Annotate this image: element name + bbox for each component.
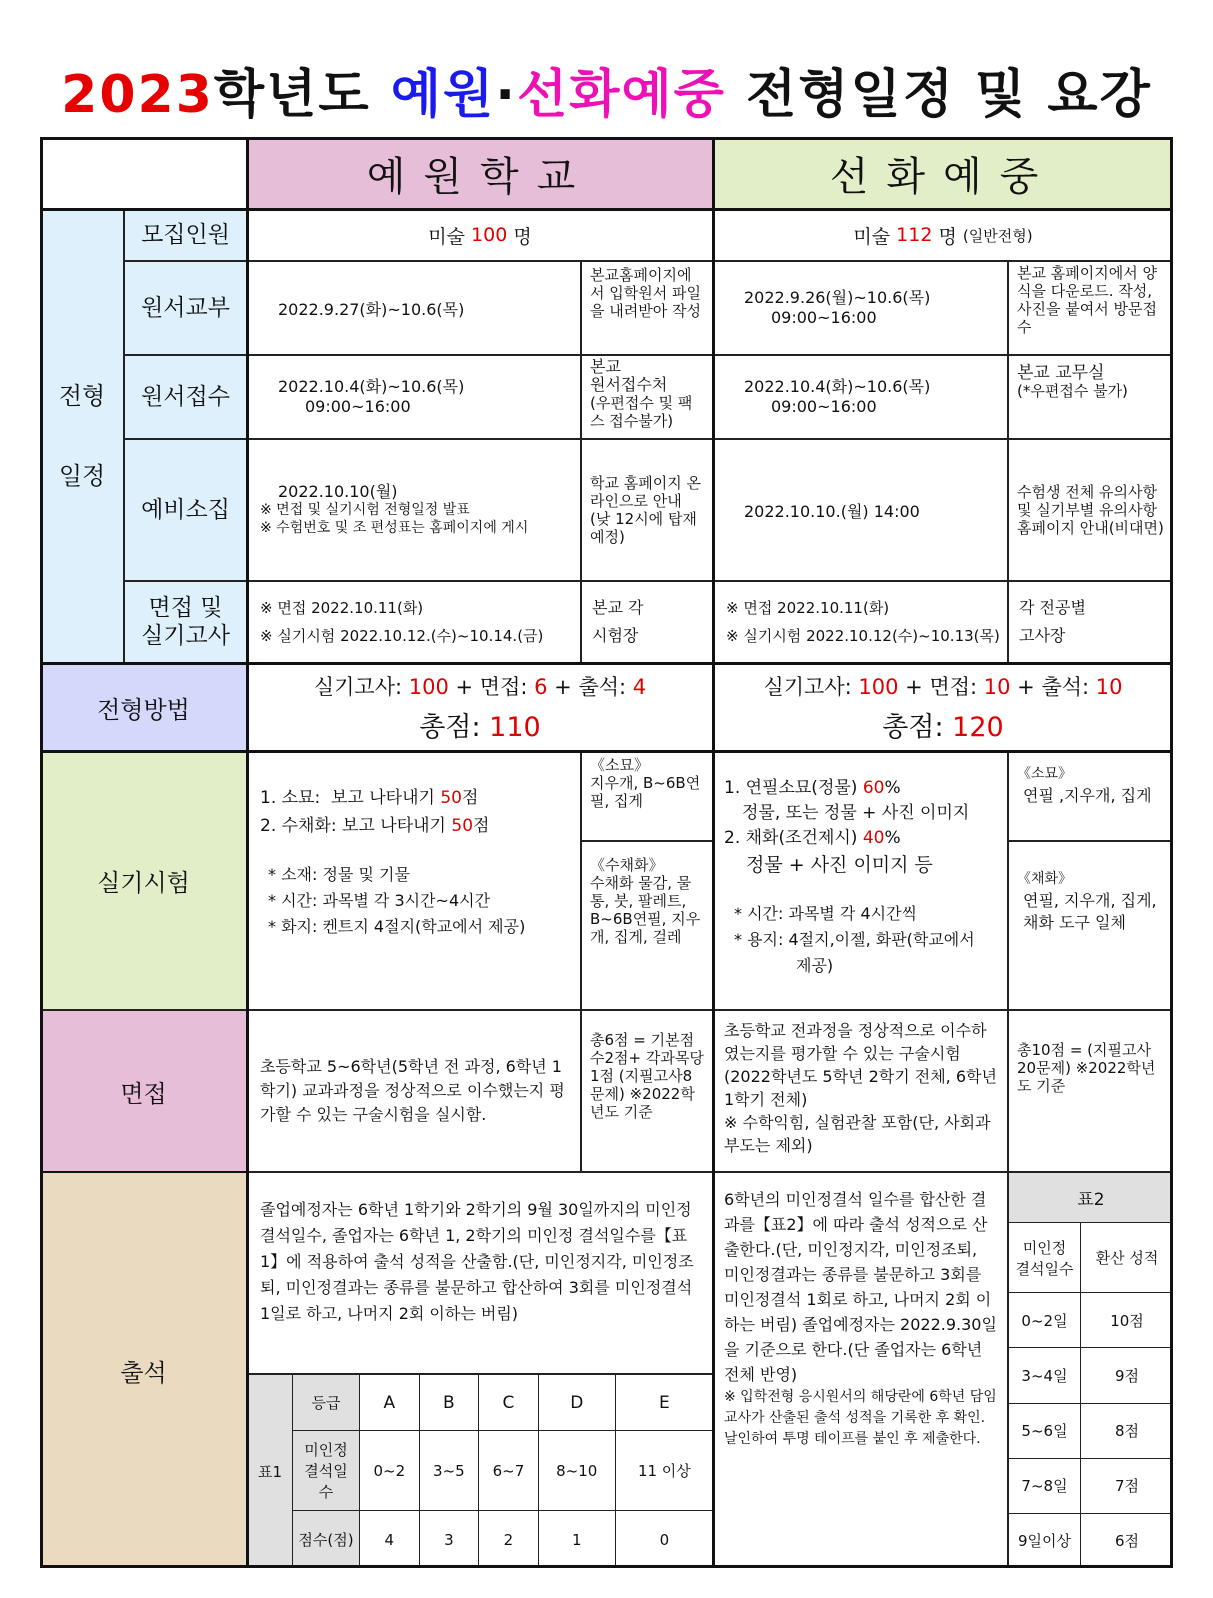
interview-exam-yewon-note1: 본교 각 bbox=[592, 598, 644, 617]
practical-yewon-mat1 bbox=[581, 751, 713, 841]
preliminary-sunhwa-note: 수험생 전체 유의사항 및 실기부별 유의사항 홈페이지 안내(비대면) bbox=[1008, 439, 1173, 581]
schedule-label-1: 전형 bbox=[58, 382, 106, 410]
application-sunhwa-note1: 본교 교무실 bbox=[1017, 363, 1105, 383]
practical-yewon-mat2 bbox=[581, 841, 713, 1010]
application-sunhwa-note2: (*우편접수 불가) bbox=[1017, 382, 1128, 400]
practical-sunhwa-mat1-body: 연필 ,지우개, 집게 bbox=[1023, 786, 1152, 805]
practical-yewon-item2-text: 2. 수채화: 보고 나타내기 bbox=[260, 816, 452, 836]
distribution-label: 원서교부 bbox=[124, 261, 247, 355]
application-yewon-date bbox=[247, 355, 581, 439]
interview-yewon-note: 총6점 = 기본점수2점+ 각과목당 1점 (지필고사8문제) ※2022학년도 기준 bbox=[581, 1010, 713, 1172]
distribution-sunhwa-time: 09:00~16:00 bbox=[771, 308, 877, 327]
method-sunhwa-plus2: + bbox=[1010, 674, 1042, 699]
method-sunhwa-interview: 10 bbox=[983, 674, 1011, 699]
table1-absent-header: 미인정 결석일수 bbox=[293, 1431, 360, 1511]
method-label: 전형방법 bbox=[40, 663, 247, 751]
corner-cell bbox=[40, 137, 247, 209]
method-sunhwa-formula bbox=[763, 671, 1122, 701]
attendance-yewon-text: 졸업예정자는 6학년 1학기와 2학기의 9월 30일까지의 미인정결석일수, 졸업자는 6학년 1, 2학기의 미인정 결석일수를【표1】에 적용하여 출석 성적을 산출함.(단, 미인정지각, 미인정조퇴, 미인정결과는 종류를 불문하고 합산하여 3회를 미인정결석 1일로 하고, 나머지 2회 이하는 버림) bbox=[247, 1172, 713, 1374]
interview-yewon-text: 초등학교 5~6학년(5학년 전 과정, 6학년 1학기) 교과과정을 정상적으로 이수했는지 평가할 수 있는 구술시험을 실시함. bbox=[247, 1010, 581, 1172]
recruit-sunhwa-suffix: 명 bbox=[932, 225, 957, 248]
practical-yewon-item1 bbox=[260, 784, 580, 812]
title-year: 2023 bbox=[61, 65, 214, 125]
table1-score: 4 bbox=[360, 1511, 420, 1569]
practical-yewon-item1-score: 50 bbox=[440, 788, 462, 808]
method-sunhwa-attend: 10 bbox=[1095, 674, 1123, 699]
title-school-year: 학년도 bbox=[213, 65, 391, 125]
method-yewon-total-value: 110 bbox=[489, 711, 541, 743]
interview-label: 면접 bbox=[40, 1010, 247, 1172]
preliminary-yewon-date: 2022.10.10(월) bbox=[278, 482, 398, 501]
interview-exam-yewon-line2: ※ 실기시험 2022.10.12.(수)~10.14.(금) bbox=[260, 627, 544, 645]
table2-days: 5~6일 bbox=[1009, 1403, 1081, 1458]
attendance-sunhwa-note: ※ 입학전형 응시원서의 해당란에 6학년 담임교사가 산출된 출석 성적을 기록한 후 확인.날인하여 투명 테이프를 붙인 후 제출한다. bbox=[724, 1389, 997, 1447]
application-yewon-date1: 2022.10.4(화)~10.6(목) bbox=[278, 377, 465, 396]
recruit-yewon-prefix: 미술 bbox=[428, 225, 472, 248]
interview-exam-yewon-note2: 시험장 bbox=[592, 626, 639, 645]
interview-exam-label1: 면접 및 bbox=[148, 595, 223, 621]
divider-method bbox=[40, 750, 1173, 753]
interview-exam-label2: 실기고사 bbox=[141, 623, 230, 649]
preliminary-yewon-line2: ※ 수험번호 및 조 편성표는 홈페이지에 게시 bbox=[260, 520, 529, 536]
title-sunhwa: 선화예중 bbox=[516, 65, 726, 125]
interview-exam-sunhwa-line2: ※ 실기시험 2022.10.12(수)~10.13(목) bbox=[726, 627, 1000, 645]
practical-yewon-detail1: * 소재: 정물 및 기물 bbox=[268, 865, 410, 884]
recruit-sunhwa-note: (일반전형) bbox=[962, 226, 1033, 245]
practical-yewon-mat2-title: 《수채화》 bbox=[590, 856, 664, 874]
recruit-sunhwa-number: 112 bbox=[896, 224, 933, 246]
practical-yewon-item1-text: 1. 소묘: 보고 나타내기 bbox=[260, 788, 441, 808]
practical-sunhwa-mat2-title: 《채화》 bbox=[1017, 871, 1073, 887]
method-sunhwa-exam-label: 실기고사: bbox=[763, 674, 859, 699]
practical-yewon-mat2-body: 수채화 물감, 물통, 붓, 팔레트, B~6B연필, 지우개, 집게, 걸레 bbox=[590, 874, 701, 946]
practical-sunhwa bbox=[713, 751, 1008, 1010]
interview-sunhwa bbox=[713, 1010, 1008, 1172]
table1-absent: 0~2 bbox=[360, 1431, 420, 1511]
table1-absent: 6~7 bbox=[479, 1431, 539, 1511]
method-sunhwa-exam: 100 bbox=[858, 674, 899, 699]
table2-score: 9점 bbox=[1081, 1348, 1174, 1403]
method-yewon-total-label: 총점: bbox=[419, 711, 490, 743]
practical-sunhwa-item1 bbox=[724, 776, 1007, 801]
application-yewon-time: 09:00~16:00 bbox=[305, 397, 411, 416]
interview-sunhwa-text: 초등학교 전과정을 정상적으로 이수하였는지를 평가할 수 있는 구술시험(2022학년도 5학년 2학기 전체, 6학년 1학기 전체) bbox=[724, 1021, 997, 1109]
practical-sunhwa-mat2 bbox=[1008, 841, 1173, 1010]
table2-days: 7~8일 bbox=[1009, 1458, 1081, 1513]
application-sunhwa-note bbox=[1008, 355, 1173, 439]
schedule-label-2: 일정 bbox=[58, 462, 106, 490]
distribution-sunhwa-date1: 2022.9.26(월)~10.6(목) bbox=[744, 288, 931, 307]
table1-grade: E bbox=[615, 1375, 713, 1431]
distribution-yewon-date: 2022.9.27(화)~10.6(목) bbox=[247, 261, 581, 355]
table2 bbox=[1008, 1172, 1173, 1568]
interview-exam-sunhwa-line1: ※ 면접 2022.10.11(화) bbox=[726, 599, 890, 617]
divider-schedule bbox=[40, 662, 1173, 665]
application-sunhwa-date1: 2022.10.4(화)~10.6(목) bbox=[744, 377, 931, 396]
method-yewon-formula bbox=[314, 671, 646, 701]
method-yewon-total bbox=[419, 705, 540, 744]
preliminary-yewon bbox=[247, 439, 581, 581]
border-top bbox=[40, 137, 1173, 140]
method-sunhwa-attend-label: 출석: bbox=[1041, 674, 1096, 699]
practical-sunhwa-item2-sub: 정물 + 사진 이미지 등 bbox=[746, 854, 933, 876]
divider-interview bbox=[40, 1171, 247, 1173]
interview-sunhwa-text2: ※ 수학익힘, 실험관찰 포함(단, 사회과부도는 제외) bbox=[724, 1113, 991, 1155]
table1 bbox=[247, 1374, 713, 1568]
method-sunhwa-total-label: 총점: bbox=[882, 711, 953, 743]
table2-score: 7점 bbox=[1081, 1458, 1174, 1513]
method-sunhwa-total bbox=[882, 705, 1003, 744]
table1-score: 0 bbox=[615, 1511, 713, 1569]
practical-sunhwa-mat2-body: 연필, 지우개, 집게, 채화 도구 일체 bbox=[1023, 891, 1157, 932]
practical-sunhwa-detail1: * 시간: 과목별 각 4시간씩 bbox=[734, 904, 918, 923]
practical-sunhwa-mat1 bbox=[1008, 751, 1173, 841]
preliminary-sunhwa-date: 2022.10.10.(월) 14:00 bbox=[713, 439, 1008, 581]
table1-absent: 3~5 bbox=[419, 1431, 479, 1511]
practical-sunhwa-item2 bbox=[724, 826, 1007, 851]
border-bottom bbox=[40, 1565, 1173, 1568]
application-yewon-note bbox=[581, 355, 713, 439]
practical-sunhwa-item1-sub: 정물, 또는 정물 + 사진 이미지 bbox=[742, 803, 970, 823]
table1-absent: 8~10 bbox=[538, 1431, 615, 1511]
table2-label: 표2 bbox=[1009, 1173, 1174, 1223]
table2-days: 3~4일 bbox=[1009, 1348, 1081, 1403]
application-sunhwa-time: 09:00~16:00 bbox=[771, 397, 877, 416]
attendance-sunhwa bbox=[713, 1172, 1008, 1568]
method-yewon bbox=[247, 663, 713, 751]
title-dot: · bbox=[495, 65, 517, 125]
preliminary-yewon-line1: ※ 면접 및 실기시험 전형일정 발표 bbox=[260, 502, 470, 518]
interview-exam-yewon-line1: ※ 면접 2022.10.11(화) bbox=[260, 599, 424, 617]
divider-header bbox=[40, 208, 1173, 211]
practical-yewon-item2 bbox=[260, 812, 580, 840]
page-title bbox=[0, 52, 1213, 127]
practical-sunhwa-detail2: * 용지: 4절지,이젤, 화판(학교에서 bbox=[734, 930, 975, 949]
interview-exam-sunhwa-note bbox=[1008, 581, 1173, 663]
recruit-sunhwa-prefix: 미술 bbox=[853, 225, 897, 248]
interview-exam-yewon-note bbox=[581, 581, 713, 663]
border-right bbox=[1170, 137, 1173, 1568]
table1-score: 1 bbox=[538, 1511, 615, 1569]
method-yewon-attend-label: 출석: bbox=[578, 674, 633, 699]
practical-yewon bbox=[247, 751, 581, 1010]
practical-sunhwa-item2-score: 40 bbox=[862, 828, 885, 848]
table1-score: 3 bbox=[419, 1511, 479, 1569]
method-sunhwa-interview-label: 면접: bbox=[929, 674, 984, 699]
table2-days: 0~2일 bbox=[1009, 1293, 1081, 1348]
practical-sunhwa-item1-score: 60 bbox=[862, 778, 885, 798]
practical-label: 실기시험 bbox=[40, 751, 247, 1010]
interview-exam-sunhwa-note2: 고사장 bbox=[1019, 626, 1066, 645]
table1-grade: B bbox=[419, 1375, 479, 1431]
divider-school-col bbox=[712, 137, 715, 1568]
interview-exam-yewon bbox=[247, 581, 581, 663]
recruit-yewon bbox=[247, 209, 713, 261]
table1-score-header: 점수(점) bbox=[293, 1511, 360, 1569]
attendance-label: 출석 bbox=[40, 1172, 247, 1568]
schedule-side-label bbox=[40, 209, 124, 663]
application-label: 원서접수 bbox=[124, 355, 247, 439]
table1-wrapper bbox=[247, 1374, 713, 1568]
practical-sunhwa-item1-unit: % bbox=[884, 778, 901, 798]
method-yewon-interview-label: 면접: bbox=[479, 674, 535, 699]
application-sunhwa-date bbox=[713, 355, 1008, 439]
method-yewon-interview: 6 bbox=[534, 674, 548, 699]
practical-yewon-mat1-body: 지우개, B~6B연필, 집게 bbox=[590, 774, 701, 810]
preliminary-label: 예비소집 bbox=[124, 439, 247, 581]
practical-yewon-item2-unit: 점 bbox=[473, 816, 490, 836]
method-yewon-plus1: + bbox=[448, 674, 480, 699]
admission-table bbox=[40, 137, 1173, 1568]
application-yewon-note3: (우편접수 및 팩스 접수불가) bbox=[590, 394, 693, 430]
preliminary-yewon-note: 학교 홈페이지 온라인으로 안내 (낮 12시에 탑재 예정) bbox=[581, 439, 713, 581]
distribution-yewon-note: 본교홈페이지에서 입학원서 파일을 내려받아 작성 bbox=[581, 261, 713, 355]
practical-yewon-detail2: * 시간: 과목별 각 3시간~4시간 bbox=[268, 891, 491, 910]
divider-label-col bbox=[246, 137, 249, 1568]
table1-score: 2 bbox=[479, 1511, 539, 1569]
method-sunhwa-total-value: 120 bbox=[952, 711, 1004, 743]
practical-sunhwa-detail3: 제공) bbox=[796, 956, 834, 975]
practical-yewon-mat1-title: 《소묘》 bbox=[590, 756, 649, 774]
table1-grade: D bbox=[538, 1375, 615, 1431]
method-yewon-plus2: + bbox=[547, 674, 579, 699]
practical-sunhwa-item2-unit: % bbox=[884, 828, 901, 848]
interview-exam-sunhwa-note1: 각 전공별 bbox=[1019, 598, 1086, 617]
title-rest: 전형일정 및 요강 bbox=[725, 65, 1152, 125]
table2-col2-header: 환산 성적 bbox=[1081, 1223, 1174, 1293]
distribution-sunhwa-note: 본교 홈페이지에서 양식을 다운로드. 작성, 사진을 붙여서 방문접수 bbox=[1008, 261, 1173, 355]
table1-absent: 11 이상 bbox=[615, 1431, 713, 1511]
recruit-yewon-number: 100 bbox=[471, 224, 508, 246]
method-yewon-exam-label: 실기고사: bbox=[313, 674, 409, 699]
method-yewon-attend: 4 bbox=[632, 674, 647, 699]
application-yewon-note1: 본교 bbox=[590, 357, 621, 376]
title-yewon: 예원 bbox=[390, 65, 496, 125]
table2-score: 8점 bbox=[1081, 1403, 1174, 1458]
interview-exam-label bbox=[124, 581, 247, 663]
table1-grade: A bbox=[360, 1375, 420, 1431]
practical-yewon-item2-score: 50 bbox=[451, 816, 474, 836]
practical-sunhwa-item1-text: 1. 연필소묘(정물) bbox=[724, 778, 863, 798]
recruit-label: 모집인원 bbox=[124, 209, 247, 261]
table1-grade-header: 등급 bbox=[293, 1375, 360, 1431]
border-left bbox=[40, 137, 43, 1568]
table2-wrapper bbox=[1008, 1172, 1173, 1568]
practical-yewon-detail3: * 화지: 켄트지 4절지(학교에서 제공) bbox=[268, 917, 526, 936]
sunhwa-header: 선화예중 bbox=[713, 137, 1173, 209]
table2-col1-header: 미인정 결석일수 bbox=[1009, 1223, 1081, 1293]
recruit-yewon-suffix: 명 bbox=[507, 225, 532, 248]
table2-score: 6점 bbox=[1081, 1513, 1174, 1568]
practical-sunhwa-item2-text: 2. 채화(조건제시) bbox=[724, 828, 863, 848]
interview-sunhwa-note: 총10점 = (지필고사 20문제) ※2022학년도 기준 bbox=[1008, 1010, 1173, 1172]
application-yewon-note2: 원서접수처 bbox=[590, 375, 668, 394]
practical-yewon-item1-unit: 점 bbox=[461, 788, 479, 808]
attendance-sunhwa-text: 6학년의 미인정결석 일수를 합산한 결과를【표2】에 따라 출석 성적으로 산출한다.(단, 미인정지각, 미인정조퇴, 미인정결과는 종류를 불문하고 3회를 미인정결석 1회로 하고, 나머지 2회 이하는 버림) 졸업예정자는 2022.9.30일을 기준으로 한다.(단 졸업자는 6학년 전체 반영) bbox=[724, 1190, 997, 1384]
table2-days: 9일이상 bbox=[1009, 1513, 1081, 1568]
yewon-header: 예원학교 bbox=[247, 137, 713, 209]
interview-exam-sunhwa bbox=[713, 581, 1008, 663]
table2-score: 10점 bbox=[1081, 1293, 1174, 1348]
table1-label: 표1 bbox=[248, 1375, 293, 1569]
method-sunhwa bbox=[713, 663, 1173, 751]
table1-grade: C bbox=[479, 1375, 539, 1431]
practical-sunhwa-mat1-title: 《소묘》 bbox=[1017, 766, 1073, 782]
method-yewon-exam: 100 bbox=[408, 674, 449, 699]
distribution-sunhwa-date bbox=[713, 261, 1008, 355]
recruit-sunhwa bbox=[713, 209, 1173, 261]
method-sunhwa-plus1: + bbox=[898, 674, 930, 699]
